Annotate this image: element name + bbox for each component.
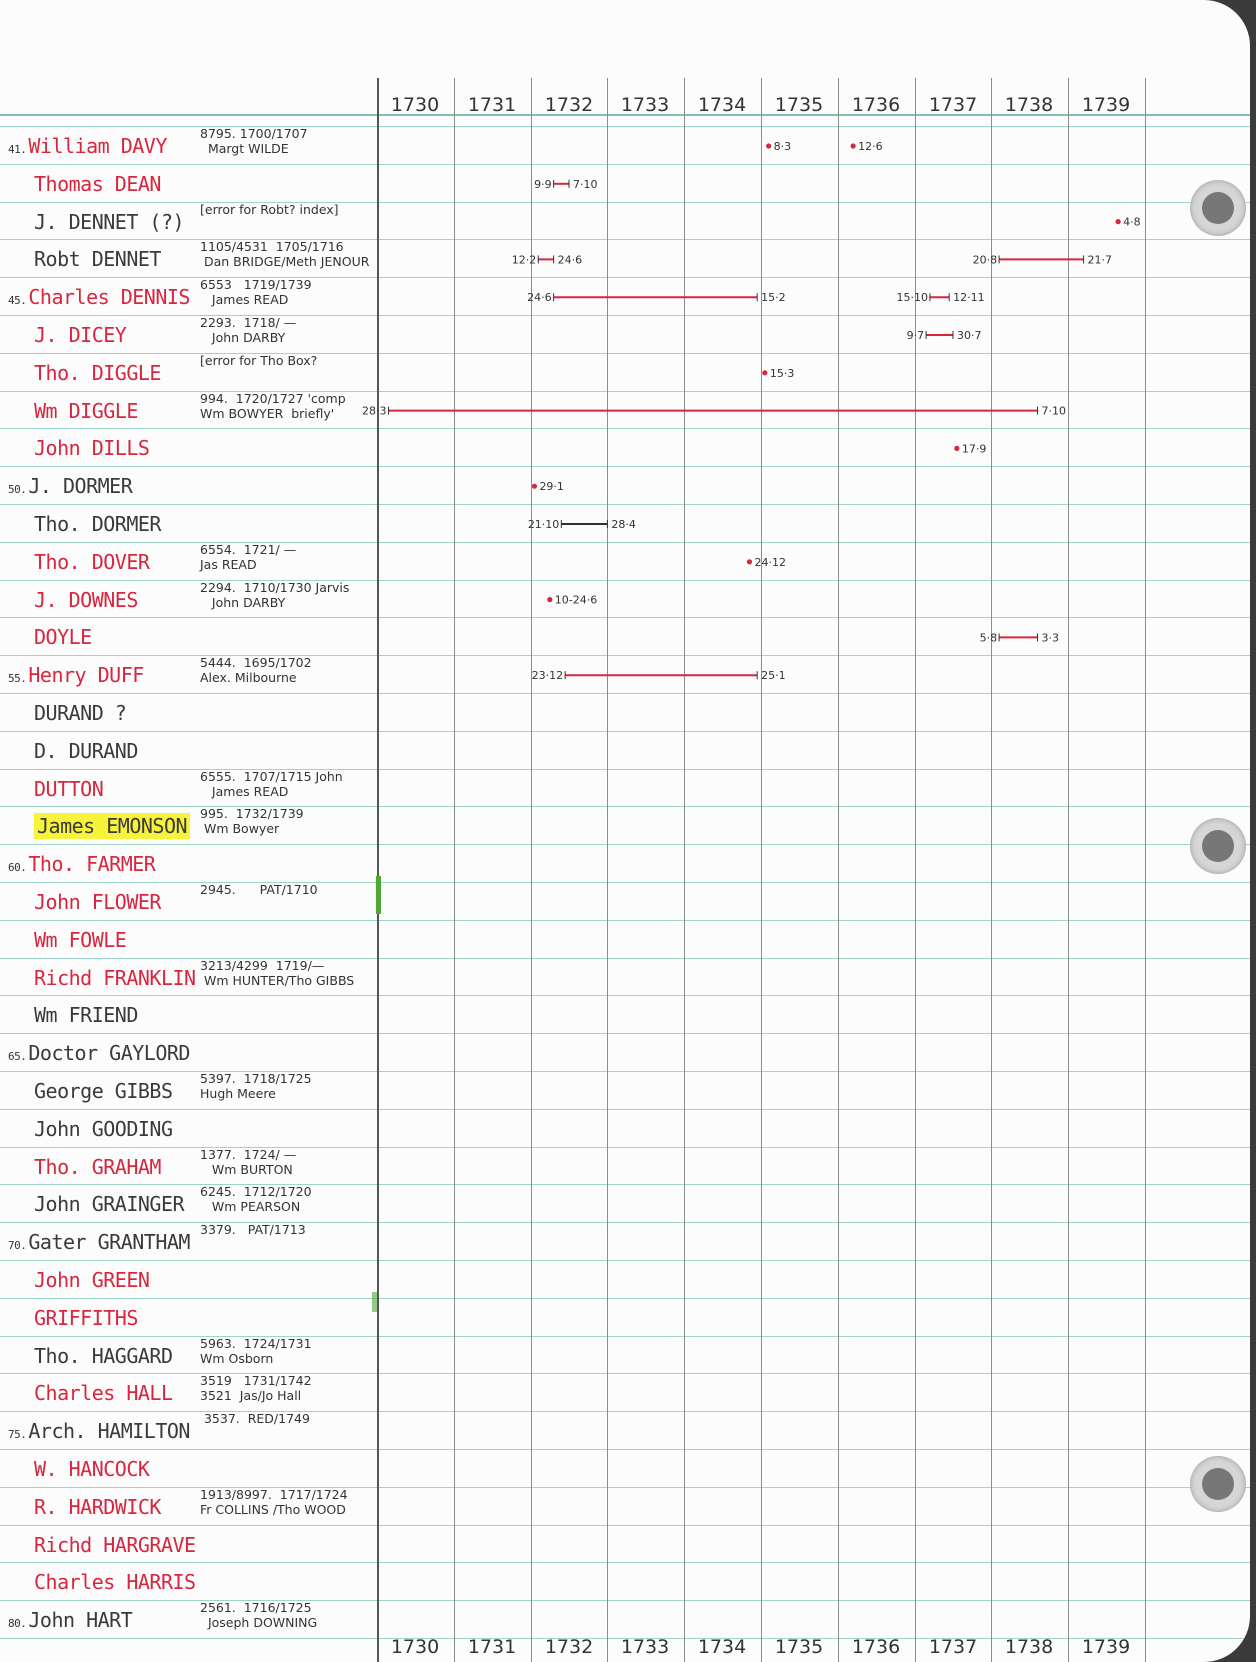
entry-number: 55. [8, 672, 27, 686]
bottom-year-1735: 1735 [774, 1636, 824, 1658]
entry-name-text: Gater GRANTHAM [28, 1230, 190, 1255]
entry-name-text: DURAND ? [34, 701, 127, 725]
top-year-1732: 1732 [544, 94, 594, 116]
entry-name-text: John GREEN [34, 1268, 150, 1292]
entry-name-text: John FLOWER [34, 890, 161, 914]
date-label: 28·4 [611, 518, 636, 531]
entry-name-text: Charles HARRIS [34, 1570, 196, 1595]
date-label: 28·3 [362, 404, 387, 418]
entry-name-text: GRIFFITHS [34, 1305, 138, 1330]
top-year-1731: 1731 [467, 94, 517, 116]
entry-name-text: Richd FRANKLIN [34, 965, 196, 990]
date-label: 9·7 [906, 329, 925, 342]
entry-note: 3213/4299 1719/— Wm HUNTER/Tho GIBBS [200, 957, 355, 988]
entry-name-text: Tho. DOVER [34, 549, 150, 574]
entry-name-text: George GIBBS [34, 1079, 173, 1103]
date-label: 7·10 [573, 177, 598, 191]
entry-note: 1377. 1724/ — Wm BURTON [200, 1146, 297, 1177]
date-dot [954, 446, 959, 451]
date-label: 10-24·6 [554, 593, 598, 607]
date-dot [1116, 219, 1121, 224]
bottom-year-1733: 1733 [620, 1636, 670, 1658]
date-label: 9·9 [534, 177, 552, 191]
bottom-year-1736: 1736 [851, 1636, 901, 1658]
date-label: 20·8 [972, 253, 998, 267]
entry-name-text: Doctor GAYLORD [28, 1041, 190, 1066]
top-year-1733: 1733 [620, 94, 670, 116]
green-tab-mark-2 [372, 1292, 377, 1312]
top-year-1737: 1737 [928, 94, 978, 116]
entry-note: 3379. PAT/1713 [200, 1222, 306, 1238]
entry-note: 3537. RED/1749 [200, 1411, 310, 1427]
bottom-year-1732: 1732 [544, 1636, 594, 1658]
date-label: 4·8 [1123, 215, 1141, 229]
entry-name-text: William DAVY [28, 134, 167, 158]
entry-name-text: Richd HARGRAVE [34, 1532, 196, 1557]
entry-name-text: J. DENNET (?) [34, 209, 185, 234]
date-label: 12·11 [953, 291, 985, 305]
entry-name-text: John GOODING [34, 1116, 173, 1141]
entry-number: 60. [8, 861, 27, 875]
date-label: 15·10 [896, 291, 928, 305]
date-label: 24·12 [754, 555, 786, 569]
entry-note: 6555. 1707/1715 John James READ [200, 768, 343, 799]
date-label: 29·1 [539, 480, 564, 494]
date-dot [851, 143, 856, 148]
entry-number: 70. [8, 1239, 27, 1253]
entry-name-text: W. HANCOCK [34, 1457, 150, 1481]
entry-note: 2945. PAT/1710 [200, 882, 318, 897]
entry-note: 5444. 1695/1702 Alex. Milbourne [200, 655, 312, 686]
entry-number: 45. [8, 294, 27, 308]
top-year-1738: 1738 [1004, 94, 1054, 116]
entry-number: 50. [8, 483, 27, 497]
bottom-year-1738: 1738 [1004, 1636, 1054, 1658]
entry-name-text: Wm FRIEND [34, 1003, 138, 1028]
entry-name-text: Tho. DORMER [34, 512, 161, 536]
date-label: 7·10 [1041, 404, 1066, 418]
entry-name-text: J. DOWNES [34, 587, 138, 612]
green-tab-mark [376, 876, 381, 914]
entry-name-text: Wm DIGGLE [34, 398, 138, 423]
top-year-1734: 1734 [697, 94, 747, 116]
entry-name-text: Henry DUFF [28, 663, 144, 688]
entry-number: 75. [8, 1428, 27, 1442]
bottom-year-1737: 1737 [928, 1636, 978, 1658]
entry-name-text: Tho. FARMER [28, 852, 156, 877]
entry-note: 6554. 1721/ — Jas READ [200, 541, 297, 572]
entry-note: 8795. 1700/1707 Margt WILDE [200, 126, 308, 156]
entry-name-text: Tho. DIGGLE [34, 360, 161, 385]
top-year-1730: 1730 [390, 94, 440, 116]
entry-note: 5397. 1718/1725 Hugh Meere [200, 1071, 312, 1101]
binder-hole-middle [1190, 818, 1246, 874]
entry-number: 65. [8, 1050, 27, 1064]
binder-hole-bottom [1190, 1456, 1246, 1512]
entry-note: 6553 1719/1739 James READ [200, 277, 312, 308]
entry-note: 6245. 1712/1720 Wm PEARSON [200, 1184, 312, 1215]
date-label: 12·2 [511, 253, 537, 267]
date-dot [747, 559, 752, 564]
top-year-1735: 1735 [774, 94, 824, 116]
date-label: 25·1 [761, 669, 786, 683]
entry-note: 995. 1732/1739 Wm Bowyer [200, 806, 304, 837]
entry-number: 41. [8, 143, 27, 156]
entry-name-text: Thomas DEAN [34, 171, 161, 196]
entry-note: 2561. 1716/1725 Joseph DOWNING [200, 1600, 318, 1631]
entry-note: 2293. 1718/ — John DARBY [200, 315, 297, 345]
bottom-year-1730: 1730 [390, 1636, 440, 1658]
date-label: 24·6 [527, 291, 552, 305]
date-label: 30·7 [957, 329, 982, 342]
entry-note: 3519 1731/1742 3521 Jas/Jo Hall [200, 1373, 312, 1404]
entry-name-text: John HART [28, 1608, 133, 1633]
entry-note: 2294. 1710/1730 Jarvis John DARBY [200, 579, 350, 610]
date-label: 15·3 [769, 366, 795, 380]
entry-name-text: DOYLE [34, 625, 92, 650]
entry-name-text: J. DICEY [34, 323, 127, 347]
bottom-year-1739: 1739 [1081, 1636, 1131, 1658]
entry-name-text: James EMONSON [34, 813, 190, 839]
date-label: 8·3 [773, 140, 792, 153]
date-label: 15·2 [761, 291, 786, 305]
top-year-1736: 1736 [851, 94, 901, 116]
date-label: 5·8 [979, 631, 998, 645]
binder-hole-top [1190, 180, 1246, 236]
date-dot [762, 370, 767, 375]
bottom-year-1731: 1731 [467, 1636, 517, 1658]
entry-name-text: R. HARDWICK [34, 1494, 161, 1519]
date-dot [766, 143, 771, 148]
entry-name-text: J. DORMER [28, 474, 133, 499]
date-dot [547, 597, 552, 602]
entry-name-text: Arch. HAMILTON [28, 1419, 190, 1444]
date-label: 23·12 [531, 669, 564, 683]
entry-name-text: Charles HALL [34, 1381, 173, 1406]
entry-name-text: DUTTON [34, 776, 104, 801]
date-label: 17·9 [961, 442, 987, 456]
entry-note: 1913/8997. 1717/1724 Fr COLLINS /Tho WOOD [200, 1486, 348, 1517]
entry-name-text: Wm FOWLE [34, 927, 127, 952]
entry-name-text: Tho. HAGGARD [34, 1343, 173, 1368]
entry-note: 1105/4531 1705/1716 Dan BRIDGE/Meth JENOUR [200, 239, 370, 270]
date-dot [532, 484, 537, 489]
date-label: 12·6 [858, 140, 883, 153]
entry-name-text: Robt DENNET [34, 247, 161, 272]
entry-note: [error for Tho Box? [200, 352, 318, 368]
date-label: 21·10 [527, 518, 560, 531]
bottom-year-1734: 1734 [697, 1636, 747, 1658]
entry-number: 80. [8, 1617, 27, 1631]
entry-name-text: Charles DENNIS [28, 285, 190, 310]
date-label: 3·3 [1041, 631, 1059, 645]
entry-name-text: D. DURAND [34, 738, 138, 763]
entry-note: 5963. 1724/1731 Wm Osborn [200, 1335, 312, 1366]
top-year-1739: 1739 [1081, 94, 1131, 116]
date-label: 24·6 [557, 253, 583, 267]
entry-name-text: John GRAINGER [34, 1192, 185, 1217]
entry-name-text: John DILLS [34, 436, 150, 461]
entry-note: [error for Robt? index] [200, 201, 339, 217]
entry-note: 994. 1720/1727 'comp Wm BOWYER briefly' [200, 390, 346, 421]
entry-name-text: Tho. GRAHAM [34, 1154, 161, 1179]
date-label: 21·7 [1087, 253, 1113, 267]
